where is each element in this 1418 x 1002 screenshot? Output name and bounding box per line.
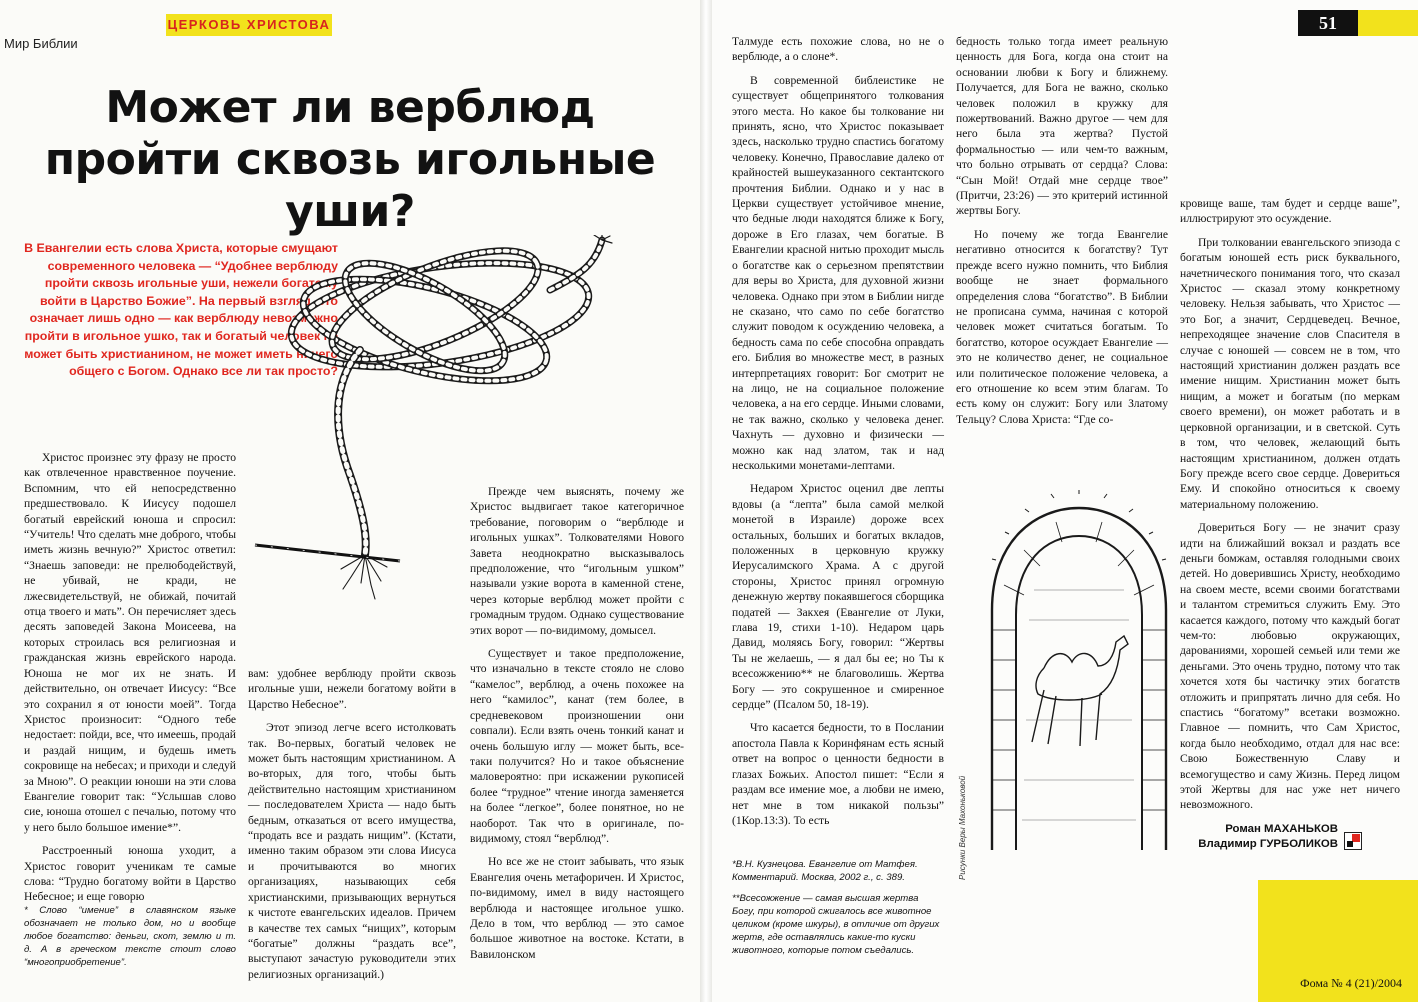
end-of-article-mark xyxy=(1344,832,1362,850)
paragraph: При толковании евангельского эпизода с богатым юношей есть риск буквального, начетнического понимания того, что сказал Христос — сказал этому конкретному человеку. Нельзя забывать, что Христос — это Бог, а значит, Сердцеведец. Вечное, непреходящее значение слов Спасителя в случае с юношей — совсем не в том, что настоящий христианин должен раздать все имение нищим. Христианин может быть нищим, а может и богатым (по меркам своего времени), он может работать и в церковной организации, и в светской. Суть в том, что человек, желающий быть настоящим христианином, должен отдать Богу прежде всего свое сердце. Довериться Ему. И спокойно относиться к своему материальному положению. xyxy=(1180,235,1400,511)
arch-camel-illustration xyxy=(974,490,1184,855)
left-column-1 xyxy=(24,450,236,913)
left-column-2 xyxy=(248,666,456,990)
right-column-2 xyxy=(956,34,1168,435)
paragraph: бедность только тогда имеет реальную ценность для Бога, когда она стоит на основании любви к Богу и ближнему. Получается, для Бога не важно, сколько человек положил в кружку для пожертвований. Важно другое — чем для него была эта жертва? Пустой формальностью — или чем-то важным, что больно отрывать от сердца? Слова: “Сын Мой! Отдай мне сердце твое” (Притчи, 23:26) — это критерий истинной жертвы Богу. xyxy=(956,35,1168,218)
footnote-kuznetsova: *В.Н. Кузнецова. Евангелие от Матфея. Комментарий. Москва, 2002 г., с. 389. xyxy=(732,859,918,883)
paragraph: Недаром Христос оценил две лепты вдовы (а “лепта” была самой мелкой монетой в Израиле) дороже всех остальных, больших и богатых вкладов, положенных в церковную кружку Иерусалимского Храма. А с другой стороны, Христос принял огромную денежную жертву покаявшегося сборщика податей — Закхея (Евангелие от Луки, глава 19, стихи 1-10). Недаром царь Давид, моляясь Богу, говорил: “Жертвы Ты не желаешь, — я дал бы ее; но Ты к всесожжению** не благоволишь. Жертва Богу — это сокрушенное и смиренное сердце” (Псалом 50, 18-19). xyxy=(732,482,944,712)
issue-footer: Фома № 4 (21)/2004 xyxy=(1300,976,1402,990)
paragraph: кровище ваше, там будет и сердце ваше”, иллюстрируют это осуждение. xyxy=(1180,197,1400,226)
paragraph: Талмуде есть похожие слова, но не о верблюде, а о слоне*. xyxy=(732,35,944,64)
paragraph: Но все же не стоит забывать, что язык Евангелия очень метафоричен. И Христос, по-видимому, имел в виду настоящего верблюда и настоящее игольное ушко. Дело в том, что верблюд — это самое большое животное на востоке. Кстати, в Вавилонском xyxy=(470,855,684,961)
spine-gutter xyxy=(700,0,712,1002)
article-authors xyxy=(1198,822,1338,852)
paragraph: Но почему же тогда Евангелие негативно относится к богатству? Тут прежде всего нужно помнить, что Библия вообще не знает формального определения слова “богатство”. В Библии не прописана сумма, начиная с которой человек может считаться богатым. То богатство, которое осуждает Евангелие — это не количество денег, не социальное или политическое положение человека, а его отношение ко всем этим благам. То есть кому он служит: Богу или Златому Тельцу? Слова Христа: “Где со- xyxy=(956,227,1168,426)
rubric-label: ЦЕРКОВЬ ХРИСТОВА xyxy=(166,14,332,36)
footnote-imenie: * Слово “имение” в славянском языке обозначает не только дом, но и вообще любое богатство: деньги, скот, землю и т. д. А в греческом тексте стоит слово “многоприобретение”. xyxy=(24,905,236,968)
paragraph: вам: удобнее верблюду пройти сквозь игольные уши, нежели богатому войти в Царство Небесное”. xyxy=(248,667,456,711)
author-name: Роман МАХАНЬКОВ xyxy=(1225,823,1338,835)
right-column-3 xyxy=(1180,196,1400,821)
page-number: 51 xyxy=(1298,10,1358,36)
paragraph: Что касается бедности, то в Послании апостола Павла к Коринфянам есть ясный ответ на вопрос о ценности бедности в глазах Божьих. Апостол пишет: “Если я раздам все имение мое, а любви не имею, нет мне в том никакой пользы” (1Кор.13:3). То есть xyxy=(732,721,944,827)
paragraph: Расстроенный юноша уходит, а Христос говорит ученикам те самые слова: “Трудно богатому войти в Царство Небесное; и еще говорю xyxy=(24,844,236,904)
left-column-3 xyxy=(470,484,684,970)
paragraph: Этот эпизод легче всего истолковать так. Во-первых, богатый человек не может быть настоящим христианином. А во-вторых, для того, чтобы быть действительно настоящим христианином — последователем Христа — надо быть бедным, отказаться от всего имущества, “продать все и раздать нищим”. (Кстати, именно таким образом эти слова Иисуса и прочитываются во многих организациях, называющих себя христианскими, призывающих вернуться к чистоте евангельских идеалов. Причем в качестве тех самых “нищих”, которым “богатые” должны “раздать все”, выступают зачастую руководители этих религиозных организаций.) xyxy=(248,721,456,981)
paragraph: В современной библеистике не существует общепринятого толкования этого места. Но какое бы толкование ни принять, ясно, что Христос показывает здесь, насколько трудно спастись богатому человеку. Конечно, Православие далеко от крайностей вышеуказанного сектантского прочтения Библии. Однако и у нас в Церкви существует устойчивое мнение, что бедные люди находятся ближе к Богу, дороже в Его глазах, чем богатые. В Евангелии красной нитью проходит мысль о богатстве как о серьезном препятствии для веры во Христа, для духовной жизни человека. Однако при этом в Библии нигде не сказано, что само по себе богатство служит поводом к осуждению человека, а бедность сама по себе способна оправдать его. Библия во множестве мест, в разных интерпретациях говорит: Бог смотрит не на лицо, не на социальное положение человека, а на его сердце. Иными словами, не так важно, сколько у человека денег. Чахнуть — духовно и физически — можно как над златом, так и над несколькими монетами-лептами. xyxy=(732,73,944,472)
footnote-vsesozhzhenie: **Всесожжение — самая высшая жертва Богу, при которой сжигалось все животное целиком (кроме шкуры), в отличие от других жертв, где оставлялись какие-то куски животного, которые потом съедались. xyxy=(732,893,940,956)
right-column-1 xyxy=(732,34,944,836)
right-page xyxy=(712,0,1418,1002)
section-label: Мир Библии xyxy=(4,36,78,51)
paragraph: Существует и такое предположение, что изначально в тексте стояло не слово “камелос”, верблюд, а очень похожее на него “камилос”, канат (тем более, в средневековом произношении они совпали). Если взять очень тонкий канат и очень большую иглу — может быть, все-таки получится? Но и такое объяснение маловероятно: при искажении рукописей более “трудное” чтение иногда заменяется на более “легкое”, более понятное, но не наоборот. Так что в оригинале, по-видимому, стоял “верблюд”. xyxy=(470,647,684,845)
page-number-bar xyxy=(1358,10,1418,36)
article-lead: В Евангелии есть слова Христа, которые смущают современного человека — “Удобнее верблюду пройти сквозь игольные уши, нежели богатому войти в Царство Божие”. На первый взгляд, это означает лишь одно — как верблюду невозможно пройти в игольное ушко, так и богатый человек не может быть христианином, не может иметь ничего общего с Богом. Однако все ли так просто? xyxy=(24,241,338,379)
right-footnotes xyxy=(732,858,944,957)
paragraph: Довериться Богу — не значит сразу идти на ближайший вокзал и раздать все деньги бомжам, оставляя голодными своих детей. Но доверившись Христу, необходимо на своем месте, всеми своими богатствами и талантом стремиться служить Ему. Это касается каждого, потому что каждый богат чем-то: любовью окружающих, дарованиями, хорошей семьей или теми же деньгами. Это очень трудно, потому что так хочется хотя бы частичку этих богатств отложить и припрятать лично для себя. Но спастись “богатому” всетаки возможно. Главное — помнить, что Сам Христос, когда было необходимо, отдал для нас все: Свою Божественную Славу и всемогущество и саму Жизнь. Перед лицом этой Жертвы для нас уже нет ничего невозможного. xyxy=(1180,521,1400,812)
paragraph: Прежде чем выяснять, почему же Христос выдвигает такое категоричное требование, поговорим о “верблюде и игольных ушках”. Толкователями Нового Завета неоднократно высказывалось предположение, что “игольным ушком” называли узкие ворота в каменной стене, через которые верблюд может пройти с громадным трудом. Однако существование этих ворот — по-видимому, домысел. xyxy=(470,485,684,637)
left-page xyxy=(0,0,700,1002)
article-title: Может ли верблюд пройти сквозь игольные уши? xyxy=(44,82,656,237)
paragraph: Христос произнес эту фразу не просто как отвлеченное нравственное поучение. Вспомним, что ей непосредственно предшествовало. К Иисусу подошел богатый еврейский юноша и спросил: “Учитель! Что сделать мне доброго, чтобы иметь жизнь вечную?” Христос ответил: “Знаешь заповеди: не прелюбодействуй, не убивай, не кради, не лжесвидетельствуй, не обижай, почитай отца твоего и мать”. Он перечисляет здесь десять заповедей Закона Моисеева, на которых строилась вся религиозная и гражданская жизнь еврейского народа. Юноша не мог их не знать. И действительно, он отвечает Иисусу: “Все это сохранил я от юности моей”. Тогда Христос произносит: “Одного тебе недостает: пойди, все, что имеешь, продай и раздай нищим, и будешь иметь сокровище на небесах; и приходи и следуй за Мною”. О реакции юноши на эти слова Евангелие говорит так: “Услышав слово сие, юноша отошел с печалью, потому что у него было большое имение*”. xyxy=(24,451,237,834)
author-name: Владимир ГУРБОЛИКОВ xyxy=(1198,838,1338,850)
illustration-credit: Рисунки Веры Махоньковой xyxy=(958,775,967,880)
